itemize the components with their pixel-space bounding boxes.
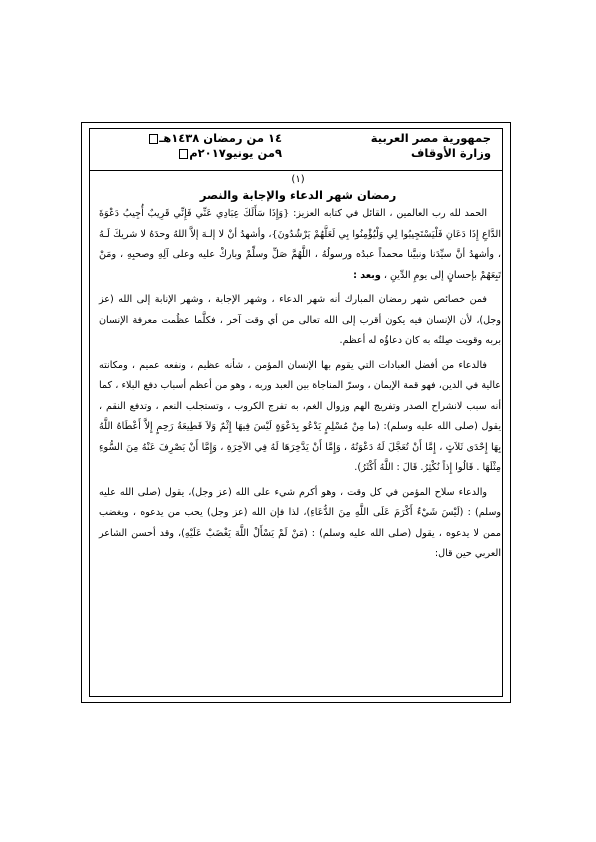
transition-phrase: وبعد : — [353, 269, 381, 281]
checkbox-glyph-icon — [149, 134, 158, 144]
header-dates — [149, 131, 282, 161]
hijri-date: ١٤ من رمضان ١٤٣٨هـ — [159, 131, 282, 145]
country-name: جمهورية مصر العربية — [370, 131, 491, 145]
gregorian-date-line — [149, 146, 282, 161]
paragraph: والدعاء سلاح المؤمن في كل وقت ، وهو أكرم شيء على الله (عز وجل)، يقول (صلى الله عليه وسلم) : (لَيْسَ شَيْءٌ أَكْرَمَ عَلَى اللَّهِ مِنَ الدُّعَاءِ)، لذا فإن الله (عز وجل) يحب من يدعوه ، ويغضب ممن لا يدعوه ، يقول (صلى الله عليه وسلم) : (مَنْ لَمْ يَسْأَلْ اللَّهَ يَغْضَبْ عَلَيْهِ)، وقد أحسن الشاعر العربي حين قال: — [99, 486, 501, 559]
header-divider — [89, 170, 503, 171]
hijri-date-line — [149, 131, 282, 146]
paragraph-intro: الحمد لله رب العالمين ، القائل في كتابه العزيز: — [289, 208, 487, 219]
checkbox-glyph-icon — [179, 149, 188, 159]
ministry-name: وزارة الأوقاف — [411, 146, 491, 160]
paragraph: فالدعاء من أفضل العبادات التي يقوم بها الإنسان المؤمن ، شأنه عظيم ، ونفعه عميم ، ومكانته عالية في الدين، فهو قمة الإيمان ، وسرّ المناجاة بين العبد وربه ، وهو من أعظم أسباب دفع البلاء ، كما أنه سبب لانشراح الصدر وتفريج الهم وزوال الغم، به تفرج الكروب ، وتستجلب النعم ، وتدفع النقم ، يقول (صلى الله عليه وسلم): (ما مِنْ مُسْلِمٍ يَدْعُو بِدَعْوَةٍ لَيْسَ فِيهَا إِثْمٌ وَلاَ قَطِيعَةُ رَحِمٍ إِلاَّ أَعْطَاهُ اللَّهُ بِهَا إِحْدَى ثَلاَثٍ ، إِمَّا أَنْ تُعَجَّلَ لَهُ دَعْوَتُهُ ، وَإِمَّا أَنْ يَدَّخِرَهَا لَهُ فِي الآخِرَةِ ، وَإِمَّا أَنْ يَصْرِفَ عَنْهُ مِنَ السُّوءِ مِثْلَهَا . قَالُوا إِذاً نُكْثِرُ. قَالَ : اللَّهُ أَكْثَرُ). — [99, 359, 501, 473]
sermon-number: (١) — [291, 174, 305, 185]
quran-verse: {وَإِذَا سَأَلَكَ عِبَادِي عَنِّي فَإِنِّي قَرِيبٌ أُجِيبُ دَعْوَةَ الدَّاعِ إِذَا دَعَانِ فَلْيَسْتَجِيبُوا لِي وَلْيُؤْمِنُوا بِي لَعَلَّهُمْ يَرْشُدُونَ} — [99, 208, 501, 240]
paragraph — [99, 204, 501, 286]
paragraph: فمن خصائص شهر رمضان المبارك أنه شهر الدعاء ، وشهر الإجابة ، وشهر الإنابة إلى الله (عز وجل)، لأن الإنسان فيه يكون أقرب إلى الله تعالى من أي وقت آخر ، فكلَّما عظُمت معرفة الإنسان بربه وقويت صِلتُه به كان دعاؤُه له أعظم. — [99, 294, 501, 346]
sermon-body — [99, 204, 501, 569]
gregorian-date: ٩من يونيو٢٠١٧م — [189, 146, 282, 160]
sermon-title: رمضان شهر الدعاء والإجابة والنصر — [199, 188, 397, 202]
header-issuer — [371, 131, 491, 161]
paragraph-continuation: ، وأشهدُ أنْ لا إلـهَ إلاَّ اللهُ وحدَهُ لا شريكَ لَـهُ ، وأشهدُ أنَّ سيِّدَنا ونبيَّنا محمداً عبدُه ورسولُهُ ، اللَّهُمَّ صَلِّ وسلِّمْ وباركْ عليه وعلى آلِهِ وصحبِهِ ، ومَنْ تَبِعَهُمْ بإحسانٍ إلى يومِ الدِّينِ ، — [99, 228, 501, 281]
